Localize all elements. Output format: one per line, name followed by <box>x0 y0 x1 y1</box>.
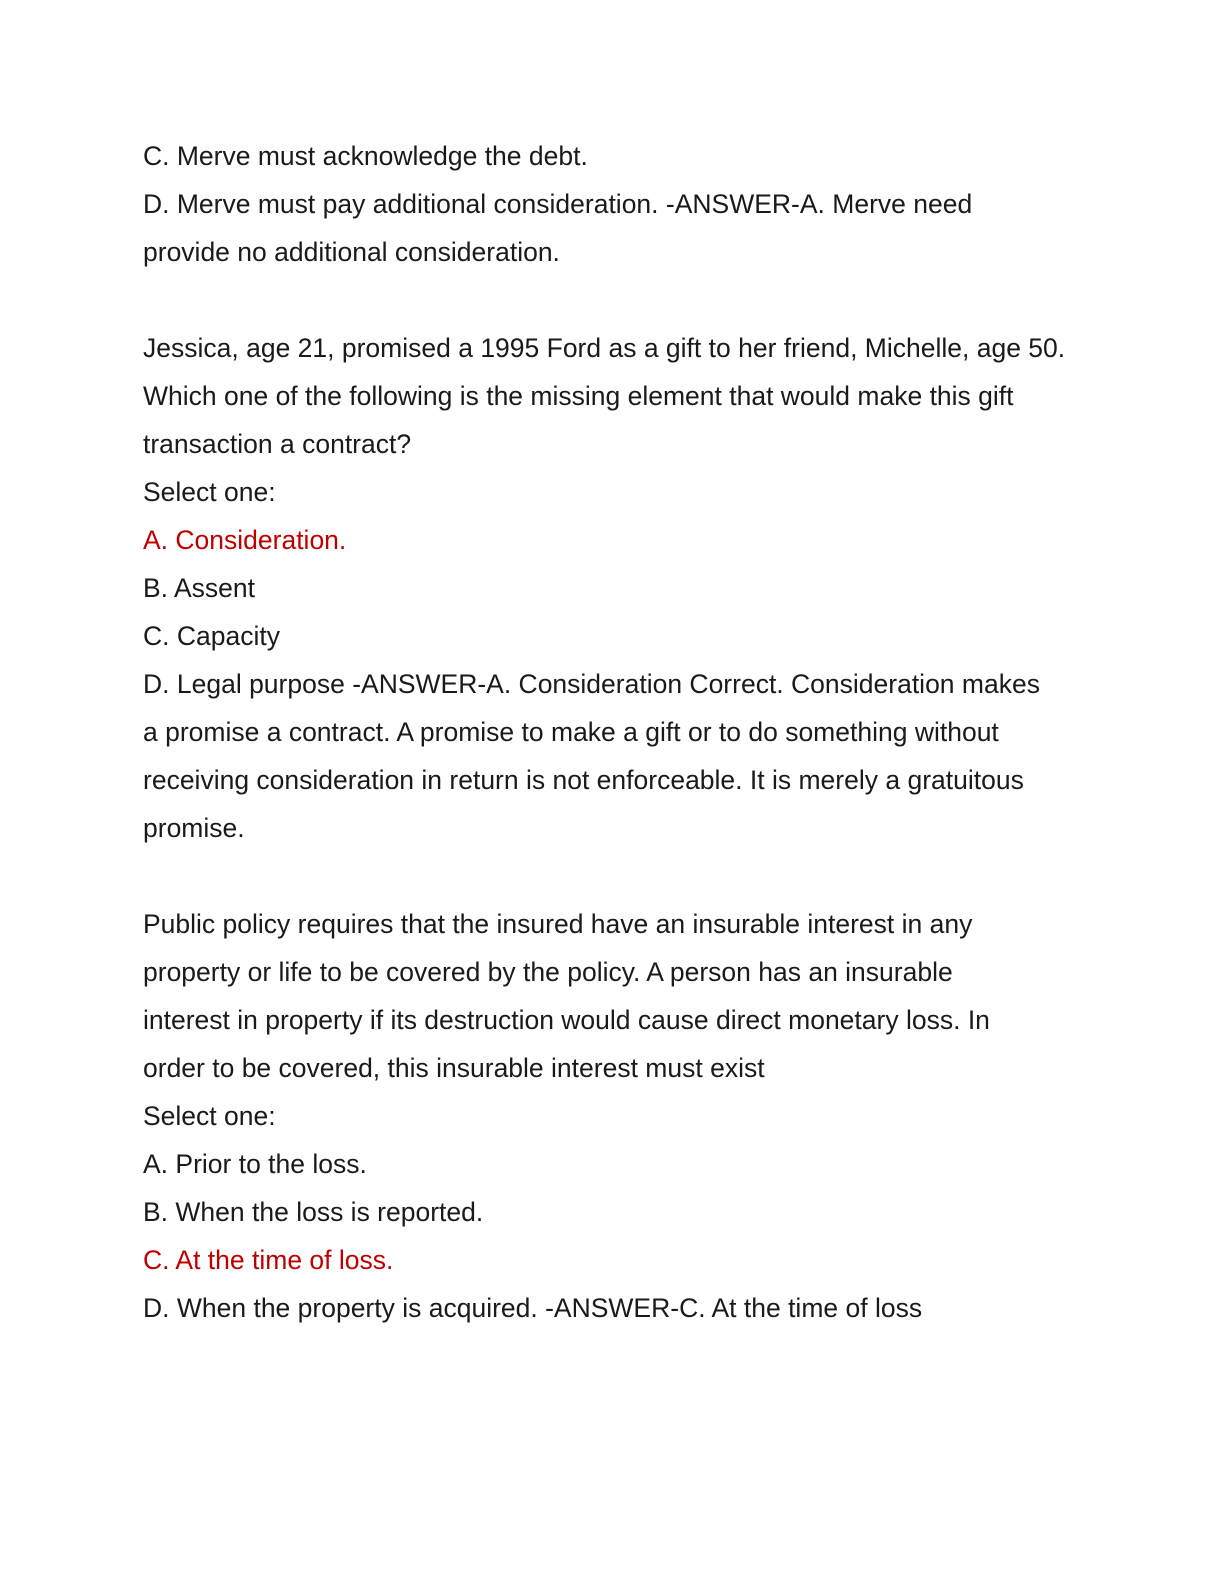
paragraph-gap <box>143 852 1083 900</box>
q2-select-label: Select one: <box>143 477 276 507</box>
q3-option-c-highlighted: C. At the time of loss. <box>143 1245 394 1275</box>
q1-option-c: C. Merve must acknowledge the debt. <box>143 141 588 171</box>
q2-option-d-answer: D. Legal purpose -ANSWER-A. Consideration Correct. Consideration makes a promise a contract. A promise to make a gift or to do something without receiving consideration in return is not enforceable. It is merely a gratuitous promise. <box>143 669 1040 843</box>
q2-option-c: C. Capacity <box>143 621 280 651</box>
document-page <box>143 132 1083 1332</box>
q3-option-a: A. Prior to the loss. <box>143 1149 367 1179</box>
q3-select-label: Select one: <box>143 1101 276 1131</box>
q2-option-a-highlighted: A. Consideration. <box>143 525 347 555</box>
q2-prompt: Jessica, age 21, promised a 1995 Ford as a gift to her friend, Michelle, age 50. Which one of the following is the missing element that would make this gift transaction a contract? <box>143 333 1066 459</box>
paragraph-gap <box>143 276 1083 324</box>
q2-option-b: B. Assent <box>143 573 255 603</box>
q3-option-b: B. When the loss is reported. <box>143 1197 484 1227</box>
q3-prompt: Public policy requires that the insured have an insurable interest in any property or life to be covered by the policy. A person has an insurable interest in property if its destruction would cause direct monetary loss. In order to be covered, this insurable interest must exist <box>143 909 990 1083</box>
q3-option-d-answer: D. When the property is acquired. -ANSWER-C. At the time of loss <box>143 1293 923 1323</box>
q1-option-d-answer: D. Merve must pay additional consideration. -ANSWER-A. Merve need provide no additional consideration. <box>143 189 973 267</box>
